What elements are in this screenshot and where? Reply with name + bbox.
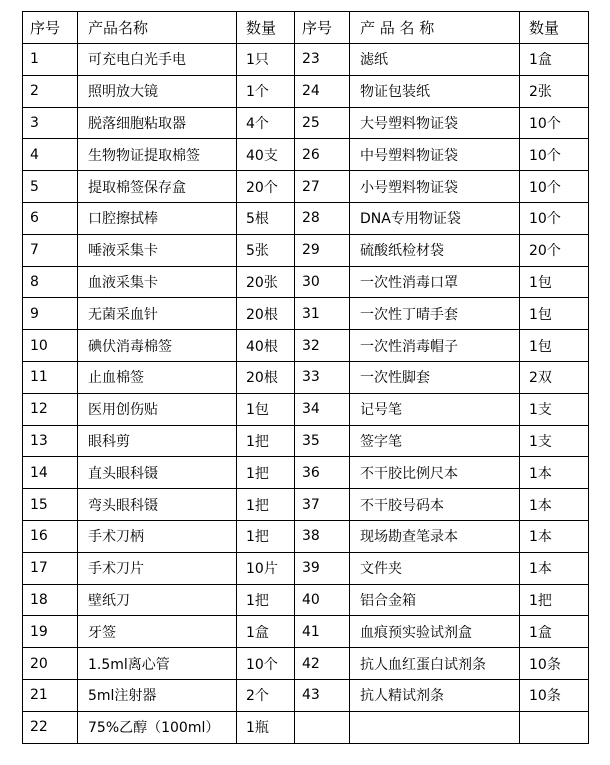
item-name-left: 手术刀片 bbox=[78, 552, 237, 584]
item-qty-left: 1把 bbox=[237, 489, 295, 521]
item-index-right: 29 bbox=[295, 234, 350, 266]
item-qty-left: 2个 bbox=[237, 679, 295, 711]
header-qty-left: 数量 bbox=[237, 12, 295, 44]
item-name-right: 现场勘查笔录本 bbox=[350, 520, 520, 552]
item-qty-right bbox=[520, 711, 589, 743]
item-name-right bbox=[350, 711, 520, 743]
item-name-left: 牙签 bbox=[78, 616, 237, 648]
table-row bbox=[23, 266, 589, 298]
item-index-left: 13 bbox=[23, 425, 78, 457]
item-name-right: 物证包装纸 bbox=[350, 75, 520, 107]
item-qty-left: 1包 bbox=[237, 393, 295, 425]
item-name-right: 铝合金箱 bbox=[350, 584, 520, 616]
item-index-left: 8 bbox=[23, 266, 78, 298]
item-index-right: 35 bbox=[295, 425, 350, 457]
item-name-right: 大号塑料物证袋 bbox=[350, 107, 520, 139]
table-row bbox=[23, 330, 589, 362]
item-index-right: 38 bbox=[295, 520, 350, 552]
item-qty-right: 1盒 bbox=[520, 44, 589, 76]
table-row bbox=[23, 584, 589, 616]
item-name-left: 生物物证提取棉签 bbox=[78, 139, 237, 171]
table-row bbox=[23, 361, 589, 393]
item-index-left: 1 bbox=[23, 44, 78, 76]
item-qty-right: 20个 bbox=[520, 234, 589, 266]
item-index-left: 2 bbox=[23, 75, 78, 107]
inventory-table bbox=[22, 11, 589, 744]
item-qty-right: 10个 bbox=[520, 139, 589, 171]
item-index-right: 31 bbox=[295, 298, 350, 330]
item-index-left: 3 bbox=[23, 107, 78, 139]
table-row bbox=[23, 648, 589, 680]
table-row bbox=[23, 393, 589, 425]
item-index-right: 37 bbox=[295, 489, 350, 521]
header-qty-right: 数量 bbox=[520, 12, 589, 44]
item-index-left: 5 bbox=[23, 171, 78, 203]
item-qty-left: 1把 bbox=[237, 425, 295, 457]
item-name-right: 中号塑料物证袋 bbox=[350, 139, 520, 171]
item-name-left: 脱落细胞粘取器 bbox=[78, 107, 237, 139]
item-name-right: 小号塑料物证袋 bbox=[350, 171, 520, 203]
table-row bbox=[23, 711, 589, 743]
item-index-right: 33 bbox=[295, 361, 350, 393]
table-header-row bbox=[23, 12, 589, 44]
item-index-left: 17 bbox=[23, 552, 78, 584]
item-name-right: 文件夹 bbox=[350, 552, 520, 584]
item-qty-right: 1本 bbox=[520, 520, 589, 552]
item-name-left: 直头眼科镊 bbox=[78, 457, 237, 489]
item-index-left: 16 bbox=[23, 520, 78, 552]
table-row bbox=[23, 425, 589, 457]
item-qty-left: 1只 bbox=[237, 44, 295, 76]
item-name-right: 一次性丁晴手套 bbox=[350, 298, 520, 330]
item-name-right: 一次性消毒口罩 bbox=[350, 266, 520, 298]
item-index-right: 24 bbox=[295, 75, 350, 107]
item-qty-left: 5根 bbox=[237, 202, 295, 234]
item-index-right: 23 bbox=[295, 44, 350, 76]
table-row bbox=[23, 202, 589, 234]
item-qty-left: 1把 bbox=[237, 457, 295, 489]
item-qty-right: 1支 bbox=[520, 425, 589, 457]
item-qty-right: 1本 bbox=[520, 489, 589, 521]
table-row bbox=[23, 679, 589, 711]
item-name-right: 滤纸 bbox=[350, 44, 520, 76]
item-name-right: 硫酸纸检材袋 bbox=[350, 234, 520, 266]
table-row bbox=[23, 139, 589, 171]
item-name-left: 止血棉签 bbox=[78, 361, 237, 393]
item-index-left: 11 bbox=[23, 361, 78, 393]
item-qty-right: 10条 bbox=[520, 679, 589, 711]
item-name-right: 一次性消毒帽子 bbox=[350, 330, 520, 362]
item-name-left: 口腔擦拭棒 bbox=[78, 202, 237, 234]
table-row bbox=[23, 489, 589, 521]
item-index-left: 10 bbox=[23, 330, 78, 362]
item-index-left: 12 bbox=[23, 393, 78, 425]
item-qty-left: 10片 bbox=[237, 552, 295, 584]
table-row bbox=[23, 107, 589, 139]
item-qty-left: 1瓶 bbox=[237, 711, 295, 743]
item-index-right: 32 bbox=[295, 330, 350, 362]
item-name-left: 5ml注射器 bbox=[78, 679, 237, 711]
item-qty-left: 20张 bbox=[237, 266, 295, 298]
item-index-left: 9 bbox=[23, 298, 78, 330]
item-name-left: 手术刀柄 bbox=[78, 520, 237, 552]
item-qty-left: 1把 bbox=[237, 584, 295, 616]
item-name-left: 1.5ml离心管 bbox=[78, 648, 237, 680]
item-qty-left: 1个 bbox=[237, 75, 295, 107]
item-qty-right: 1包 bbox=[520, 298, 589, 330]
table-row bbox=[23, 44, 589, 76]
header-index-left: 序号 bbox=[23, 12, 78, 44]
item-name-left: 血液采集卡 bbox=[78, 266, 237, 298]
item-index-left: 19 bbox=[23, 616, 78, 648]
item-name-left: 壁纸刀 bbox=[78, 584, 237, 616]
item-qty-right: 1本 bbox=[520, 552, 589, 584]
item-name-left: 碘伏消毒棉签 bbox=[78, 330, 237, 362]
item-index-right: 36 bbox=[295, 457, 350, 489]
table-row bbox=[23, 457, 589, 489]
item-index-right: 27 bbox=[295, 171, 350, 203]
table-row bbox=[23, 616, 589, 648]
item-index-left: 21 bbox=[23, 679, 78, 711]
item-index-right: 40 bbox=[295, 584, 350, 616]
item-index-left: 14 bbox=[23, 457, 78, 489]
item-index-left: 15 bbox=[23, 489, 78, 521]
item-name-left: 无菌采血针 bbox=[78, 298, 237, 330]
item-name-left: 医用创伤贴 bbox=[78, 393, 237, 425]
item-index-right: 28 bbox=[295, 202, 350, 234]
item-index-right: 41 bbox=[295, 616, 350, 648]
item-index-right: 34 bbox=[295, 393, 350, 425]
item-index-left: 4 bbox=[23, 139, 78, 171]
item-qty-left: 20根 bbox=[237, 361, 295, 393]
item-qty-right: 1把 bbox=[520, 584, 589, 616]
item-name-right: 不干胶号码本 bbox=[350, 489, 520, 521]
item-qty-left: 4个 bbox=[237, 107, 295, 139]
item-qty-left: 10个 bbox=[237, 648, 295, 680]
table-row bbox=[23, 552, 589, 584]
header-name-left: 产品名称 bbox=[78, 12, 237, 44]
table-row bbox=[23, 171, 589, 203]
item-index-right bbox=[295, 711, 350, 743]
item-name-left: 可充电白光手电 bbox=[78, 44, 237, 76]
item-qty-right: 10个 bbox=[520, 107, 589, 139]
table-row bbox=[23, 234, 589, 266]
table-row bbox=[23, 298, 589, 330]
item-qty-left: 20个 bbox=[237, 171, 295, 203]
item-qty-left: 1把 bbox=[237, 520, 295, 552]
item-index-left: 7 bbox=[23, 234, 78, 266]
item-name-left: 提取棉签保存盒 bbox=[78, 171, 237, 203]
item-qty-right: 10个 bbox=[520, 202, 589, 234]
item-index-left: 20 bbox=[23, 648, 78, 680]
item-qty-right: 1盒 bbox=[520, 616, 589, 648]
item-qty-left: 40支 bbox=[237, 139, 295, 171]
item-name-left: 唾液采集卡 bbox=[78, 234, 237, 266]
item-qty-right: 1包 bbox=[520, 266, 589, 298]
item-index-right: 26 bbox=[295, 139, 350, 171]
table-row bbox=[23, 520, 589, 552]
item-name-left: 弯头眼科镊 bbox=[78, 489, 237, 521]
item-index-right: 43 bbox=[295, 679, 350, 711]
item-index-right: 39 bbox=[295, 552, 350, 584]
item-name-right: 抗人血红蛋白试剂条 bbox=[350, 648, 520, 680]
item-name-right: 记号笔 bbox=[350, 393, 520, 425]
item-index-left: 22 bbox=[23, 711, 78, 743]
item-qty-right: 10个 bbox=[520, 171, 589, 203]
header-name-right: 产 品 名 称 bbox=[350, 12, 520, 44]
item-index-left: 6 bbox=[23, 202, 78, 234]
header-index-right: 序号 bbox=[295, 12, 350, 44]
item-index-right: 25 bbox=[295, 107, 350, 139]
item-name-right: 血痕预实验试剂盒 bbox=[350, 616, 520, 648]
item-name-right: 不干胶比例尺本 bbox=[350, 457, 520, 489]
item-name-right: 一次性脚套 bbox=[350, 361, 520, 393]
item-qty-left: 20根 bbox=[237, 298, 295, 330]
item-qty-right: 1支 bbox=[520, 393, 589, 425]
item-qty-left: 1盒 bbox=[237, 616, 295, 648]
item-name-right: 抗人精试剂条 bbox=[350, 679, 520, 711]
item-qty-left: 40根 bbox=[237, 330, 295, 362]
item-name-right: DNA专用物证袋 bbox=[350, 202, 520, 234]
table-row bbox=[23, 75, 589, 107]
item-index-right: 42 bbox=[295, 648, 350, 680]
item-index-left: 18 bbox=[23, 584, 78, 616]
item-qty-right: 2双 bbox=[520, 361, 589, 393]
item-name-left: 眼科剪 bbox=[78, 425, 237, 457]
item-qty-right: 2张 bbox=[520, 75, 589, 107]
item-index-right: 30 bbox=[295, 266, 350, 298]
item-qty-right: 1本 bbox=[520, 457, 589, 489]
item-name-left: 75%乙醇（100ml） bbox=[78, 711, 237, 743]
item-qty-left: 5张 bbox=[237, 234, 295, 266]
item-name-left: 照明放大镜 bbox=[78, 75, 237, 107]
item-qty-right: 10条 bbox=[520, 648, 589, 680]
item-qty-right: 1包 bbox=[520, 330, 589, 362]
item-name-right: 签字笔 bbox=[350, 425, 520, 457]
